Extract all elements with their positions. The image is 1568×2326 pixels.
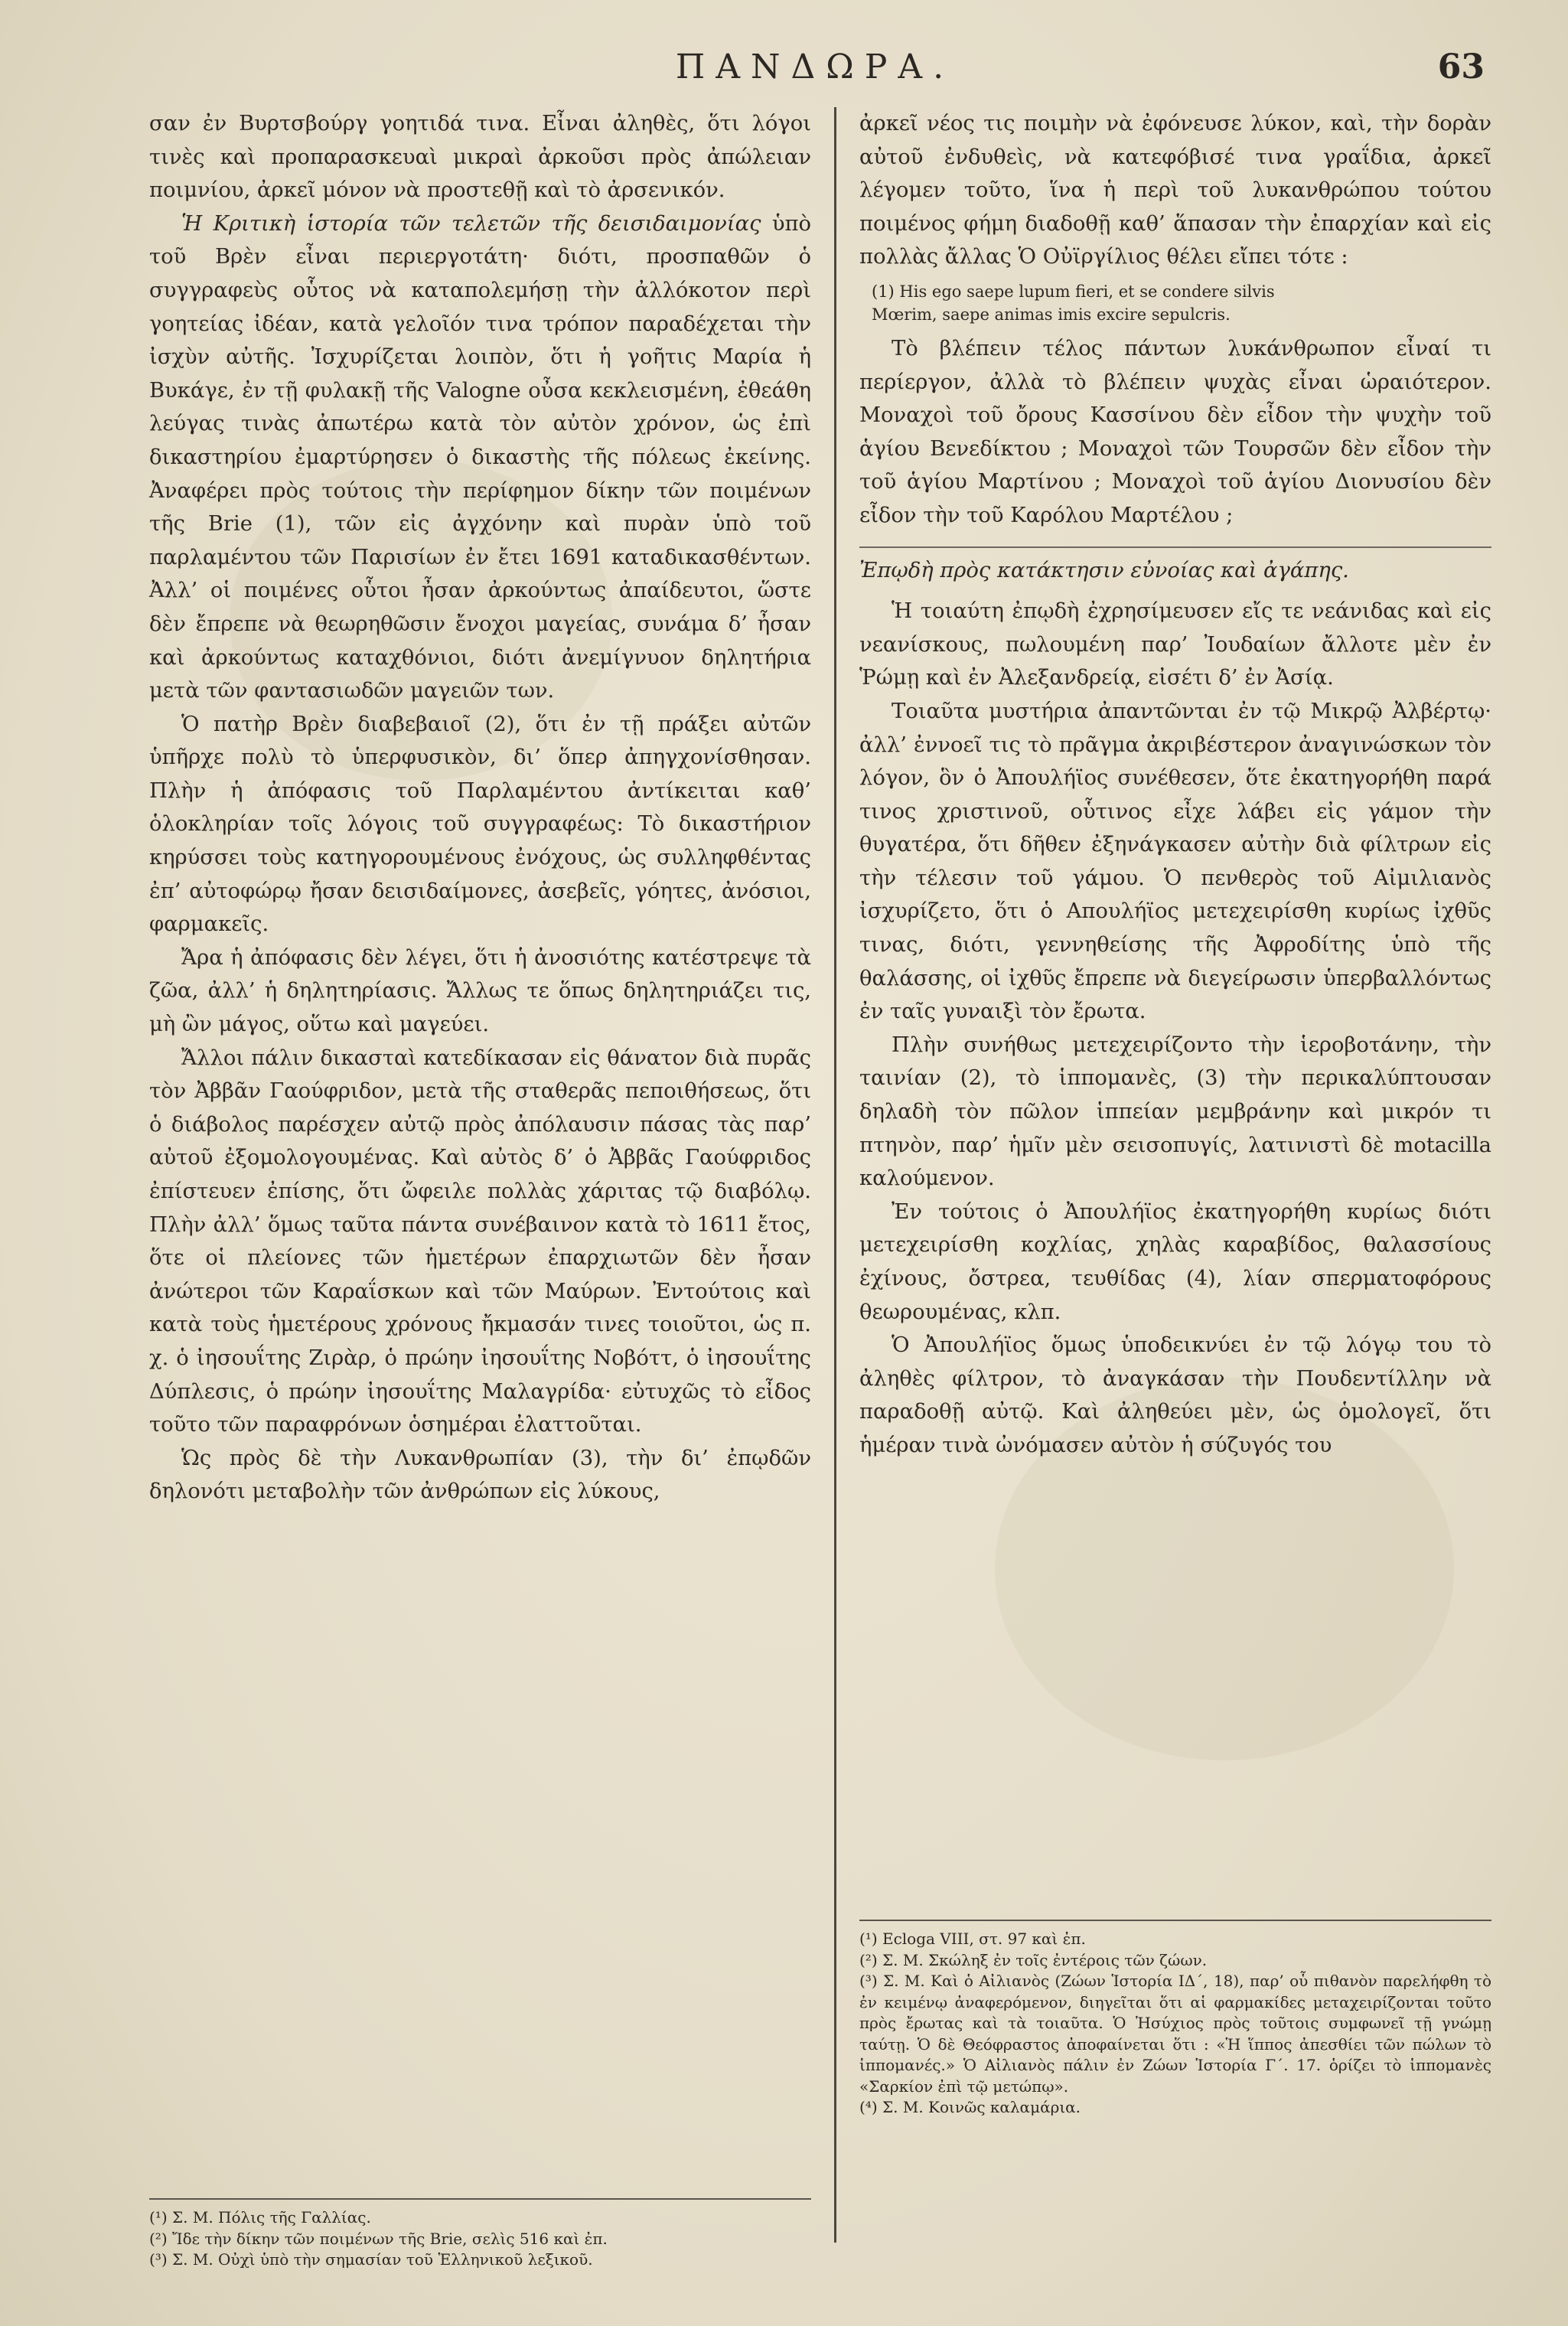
quote-line: (1) His ego saepe lupum fieri, et se condere silvis <box>872 282 1275 301</box>
footnote: (⁴) Σ. Μ. Κοινῶς καλαμάρια. <box>859 2098 1081 2116</box>
footnote: (²) Ἴδε τὴν δίκην τῶν ποιμένων τῆς Brie, σελὶς 516 καὶ ἐπ. <box>149 2229 608 2248</box>
paragraph-text: Ὁ Ἀπουλήϊος ὅμως ὑποδεικνύει ἐν τῷ λόγῳ του τὸ ἀληθὲς φίλτρον, τὸ ἀναγκάσαν τὴν Πουδεντίλλην νὰ παραδοθῇ αὐτῷ. Καὶ ἀληθεύει μὲν, ὡς ὁμολογεῖ, ὅτι ἡμέραν τινὰ ὠνόμασεν αὐτὸν ἡ σύζυγός του <box>859 1333 1491 1457</box>
paragraph <box>859 695 1491 1029</box>
paragraph-text: Τοιαῦτα μυστήρια ἀπαντῶνται ἐν τῷ Μικρῷ Ἀλβέρτῳ· ἀλλ’ ἐννοεῖ τις τὸ πρᾶγμα ἀκριβέστερον ἀναγινώσκων τὸν λόγον, ὃν ὁ Ἀπουλήϊος συνέθεσεν, ὅτε ἐκατηγορήθη παρά τινος χριστινοῦ, οὗτινος εἶχε λάβει εἰς γάμον τὴν θυγατέρα, ὅτι δῆθεν ἐξηνάγκασεν αὐτὴν διὰ φίλτρων εἰς τὴν τέλεσιν τοῦ γάμου. Ὁ πενθερὸς τοῦ Αἰμιλιανὸς ἰσχυρίζετο, ὅτι ὁ Απουλήϊος μετεχειρίσθη κυρίως ἰχθῦς τινας, διότι, γεννηθείσης τῆς Ἀφροδίτης ὑπὸ τῆς θαλάσσης, οἱ ἰχθῦς ἔπρεπε νὰ διεγείρωσιν ὑπερβαλλόντως ἐν ταῖς γυναιξὶ τὸν ἔρωτα. <box>859 699 1491 1024</box>
paragraph <box>149 708 811 941</box>
page-number: 63 <box>1437 47 1485 86</box>
paragraph-text: Ἐν τούτοις ὁ Ἀπουλήϊος ἐκατηγορήθη κυρίως διότι μετεχειρίσθη κοχλίας, χηλὰς καραβίδος, θαλασσίους ἐχίνους, ὄστρεα, τευθίδας (4), λίαν σπερματοφόρους θεωρουμένας, κλπ. <box>859 1199 1491 1324</box>
column-divider <box>834 107 836 2243</box>
paragraph-text: ἀρκεῖ νέος τις ποιμὴν νὰ ἐφόνευσε λύκον, καὶ, τὴν δορὰν αὐτοῦ ἐνδυθεὶς, νὰ κατεφόβισέ τινα γραΐδια, ἀρκεῖ λέγομεν τοῦτο, ἵνα ἡ περὶ τοῦ λυκανθρώπου τούτου ποιμένος φήμη διαδοθῇ καθ’ ἅπασαν τὴν ἐπαρχίαν καὶ εἰς πολλὰς ἄλλας Ὁ Οὐϊργίλιος θέλει εἴπει τότε : <box>859 112 1491 269</box>
paragraph <box>859 1029 1491 1196</box>
paragraph <box>149 941 811 1042</box>
paragraph <box>149 1042 811 1442</box>
paragraph-text: σαν ἐν Βυρτσβούργ γοητιδά τινα. Εἶναι ἀληθὲς, ὅτι λόγοι τινὲς καὶ προπαρασκευαὶ μικραὶ ἀρκοῦσι πρὸς ἀπώλειαν ποιμνίου, ἀρκεῖ μόνον νὰ προστεθῇ καὶ τὸ ἀρσενικόν. <box>149 112 811 203</box>
paragraph-text: Ὡς πρὸς δὲ τὴν Λυκανθρωπίαν (3), τὴν δι’ ἐπῳδῶν δηλονότι μεταβολὴν τῶν ἀνθρώπων εἰς λύκους, <box>149 1446 811 1504</box>
paragraph <box>859 595 1491 695</box>
paragraph <box>859 1329 1491 1462</box>
paragraph-text: Ὁ πατὴρ Βρὲν διαβεβαιοῖ (2), ὅτι ἐν τῇ πράξει αὐτῶν ὑπῆρχε πολὺ τὸ ὑπερφυσικὸν, δι’ ὅπερ ἀπηγχονίσθησαν. Πλὴν ἡ ἀπόφασις τοῦ Παρλαμέντου ἀντίκειται καθ’ ὁλοκληρίαν τοῖς λόγοις τοῦ συγγραφέως: Τὸ δικαστήριον κηρύσσει τοὺς κατηγορουμένους ἐνόχους, ὡς συλληφθέντας ἐπ’ αὐτοφώρῳ ἤσαν δεισιδαίμονες, ἀσεβεῖς, γόητες, ἀνόσιοι, φαρμακεῖς. <box>149 712 811 937</box>
italic-title: Ἡ Κριτικὴ ἱστορία τῶν τελετῶν τῆς δεισιδαιμονίας <box>181 211 761 236</box>
footnotes-right <box>859 1920 1491 2119</box>
paragraph <box>149 1442 811 1509</box>
footnotes-left <box>149 2198 811 2271</box>
footnote: (³) Σ. Μ. Οὐχὶ ὑπὸ τὴν σημασίαν τοῦ Ἑλληνικοῦ λεξικοῦ. <box>149 2250 593 2269</box>
paragraph-text: Ἄλλοι πάλιν δικασταὶ κατεδίκασαν εἰς θάνατον διὰ πυρᾶς τὸν Ἀββᾶν Γαούφριδον, μετὰ τῆς σταθερᾶς πεποιθήσεως, ὅτι ὁ διάβολος παρέσχεν αὐτῷ πρὸς ἀπόλαυσιν πάσας τὰς παρ’ αὐτοῦ ἐξομολογουμένας. Καὶ αὐτὸς δ’ ὁ Ἀββᾶς Γαούφριδος ἐπίστευεν ἐπίσης, ὅτι ὤφειλε πολλὰς χάριτας τῷ διαβόλῳ. Πλὴν ἀλλ’ ὅμως ταῦτα πάντα συνέβαινον κατὰ τὸ 1611 ἔτος, ὅτε οἱ πλείονες τῶν ἡμετέρων ἐπαρχιωτῶν δὲν ἦσαν ἀνώτεροι τῶν Καραΐσκων καὶ τῶν Μαύρων. Ἐντούτοις καὶ κατὰ τοὺς ἡμετέρους χρόνους ἤκμασάν τινες τοιοῦτοι, ὡς π. χ. ὁ ἰησουΐτης Ζιρὰρ, ὁ πρώην ἰησουΐτης Νοβόττ, ὁ ἰησουΐτης Δύπλεσις, ὁ πρώην ἰησουΐτης Μαλαγρίδα· εὐτυχῶς τὸ εἶδος τοῦτο τῶν παραφρόνων ὁσημέραι ἐλαττοῦται. <box>149 1046 811 1437</box>
paragraph-text: Τὸ βλέπειν τέλος πάντων λυκάνθρωπον εἶναί τι περίεργον, ἀλλὰ τὸ βλέπειν ψυχὰς εἶναι ὡραιότερον. Μοναχοὶ τοῦ ὄρους Κασσίνου δὲν εἶδον τὴν ψυχὴν τοῦ ἁγίου Βενεδίκτου ; Μοναχοὶ τῶν Τουρσῶν δὲν εἶδον τὴν τοῦ ἁγίου Μαρτίνου ; Μοναχοὶ τοῦ ἁγίου Διονυσίου δὲν εἶδον τὴν τοῦ Καρόλου Μαρτέλου ; <box>859 336 1491 527</box>
footnote: (¹) Ecloga VIII, στ. 97 καὶ ἐπ. <box>859 1930 1086 1948</box>
paragraph-text: ὑπὸ τοῦ Βρὲν εἶναι περιεργοτάτη· διότι, προσπαθῶν ὁ συγγραφεὺς οὗτος νὰ καταπολεμήσῃ τὴν ἀλλόκοτον περὶ γοητείας ἰδέαν, κατὰ γελοῖόν τινα τρόπον παραδέχεται τὴν ἰσχὺν αὐτῆς. Ἰσχυρίζεται λοιπὸν, ὅτι ἡ γοῆτις Μαρία ἡ Βυκάγε, ἐν τῇ φυλακῇ τῆς Valogne οὖσα κεκλεισμένη, ἐθεάθη λεύγας τινὰς ἀπωτέρω κατὰ τὸν αὐτὸν χρόνον, ὡς ἐπὶ δικαστηρίου ἐμαρτύρησεν ὁ δικαστὴς τῆς πόλεως ἐκείνης. Ἀναφέρει πρὸς τούτοις τὴν περίφημον δίκην τῶν ποιμένων τῆς Brie (1), τῶν εἰς ἀγχόνην καὶ πυρὰν ὑπὸ τοῦ παρλαμέντου τῶν Παρισίων ἐν ἔτει 1691 καταδικασθέντων. Ἀλλ’ οἱ ποιμένες οὗτοι ἦσαν ἀρκούντως ἀπαίδευτοι, ὥστε δὲν ἔπρεπε νὰ θεωρηθῶσιν ἔνοχοι μαγείας, συνάμα δ’ ἦσαν καὶ ἀρκούντως καταχθόνιοι, διότι ἀνεμίγνυον δηλητήρια μετὰ τῶν φαντασιωδῶν μαγειῶν των. <box>149 211 811 703</box>
paragraph-text: Πλὴν συνήθως μετεχειρίζοντο τὴν ἱεροβοτάνην, τὴν ταινίαν (2), τὸ ἱππομανὲς, (3) τὴν περικαλύπτουσαν δηλαδὴ τὸν πῶλον ἱππείαν μεμβράνην καὶ μικρόν τι πτηνὸν, παρ’ ἡμῖν μὲν σεισοπυγίς, λατινιστὶ δὲ motacilla καλούμενον. <box>859 1033 1491 1191</box>
footnote: (²) Σ. Μ. Σκώληξ ἐν τοῖς ἐντέροις τῶν ζώων. <box>859 1950 1208 1969</box>
latin-quote <box>859 280 1491 326</box>
footnote: (³) Σ. Μ. Καὶ ὁ Αἰλιανὸς (Ζώων Ἱστορία ΙΔ΄, 18), παρ’ οὗ πιθανὸν παρελήφθη τὸ ἐν κειμένῳ ἀναφερόμενον, διηγεῖται ὅτι αἱ φαρμακίδες μεταχειρίζονται τοῦτο πρὸς ἔρωτας καὶ τὰ τοιαῦτα. Ὁ Ἡσύχιος πρὸς τοῦτοις συμφωνεῖ τῇ γνώμῃ ταύτῃ. Ὁ δὲ Θεόφραστος ἀποφαίνεται ὅτι : «Ἡ ἵππος ἀπεσθίει τῶν πώλων τὸ ἱππομανές.» Ὁ Αἰλιανὸς πάλιν ἐν Ζώων Ἱστορία Γ΄. 17. ὁρίζει τὸ ἱππομανὲς «Σαρκίον ἐπὶ τῷ μετώπῳ». <box>859 1972 1491 2096</box>
paragraph <box>149 207 811 708</box>
right-column <box>859 107 1491 1463</box>
footnote: (¹) Σ. Μ. Πόλις τῆς Γαλλίας. <box>149 2208 371 2227</box>
paragraph <box>149 107 811 207</box>
paragraph-text: Ἄρα ἡ ἀπόφασις δὲν λέγει, ὅτι ἡ ἀνοσιότης κατέστρεψε τὰ ζῶα, ἀλλ’ ἡ δηλητηρίασις. Ἄλλως τε ὅπως δηλητηριάζει τις, μὴ ὢν μάγος, οὕτω καὶ μαγεύει. <box>149 945 811 1037</box>
running-title: ΠΑΝΔΩΡΑ. <box>675 47 955 86</box>
paragraph <box>859 107 1491 274</box>
quote-line: Mœrim, saepe animas imis excire sepulcris. <box>872 305 1231 324</box>
page-header <box>145 47 1485 101</box>
paragraph-text: Ἡ τοιαύτη ἐπῳδὴ ἐχρησίμευσεν εἴς τε νεάνιδας καὶ εἰς νεανίσκους, πωλουμένη παρ’ Ἰουδαίων ἄλλοτε μὲν ἐν Ῥώμῃ καὶ ἐν Ἀλεξανδρείᾳ, εἰσέτι δ’ ἐν Ἀσίᾳ. <box>859 599 1491 690</box>
section-title: Ἐπῳδὴ πρὸς κατάκτησιν εὐνοίας καὶ ἀγάπης. <box>859 546 1491 588</box>
left-column <box>149 107 811 1509</box>
paragraph <box>859 1196 1491 1329</box>
paragraph <box>859 332 1491 533</box>
